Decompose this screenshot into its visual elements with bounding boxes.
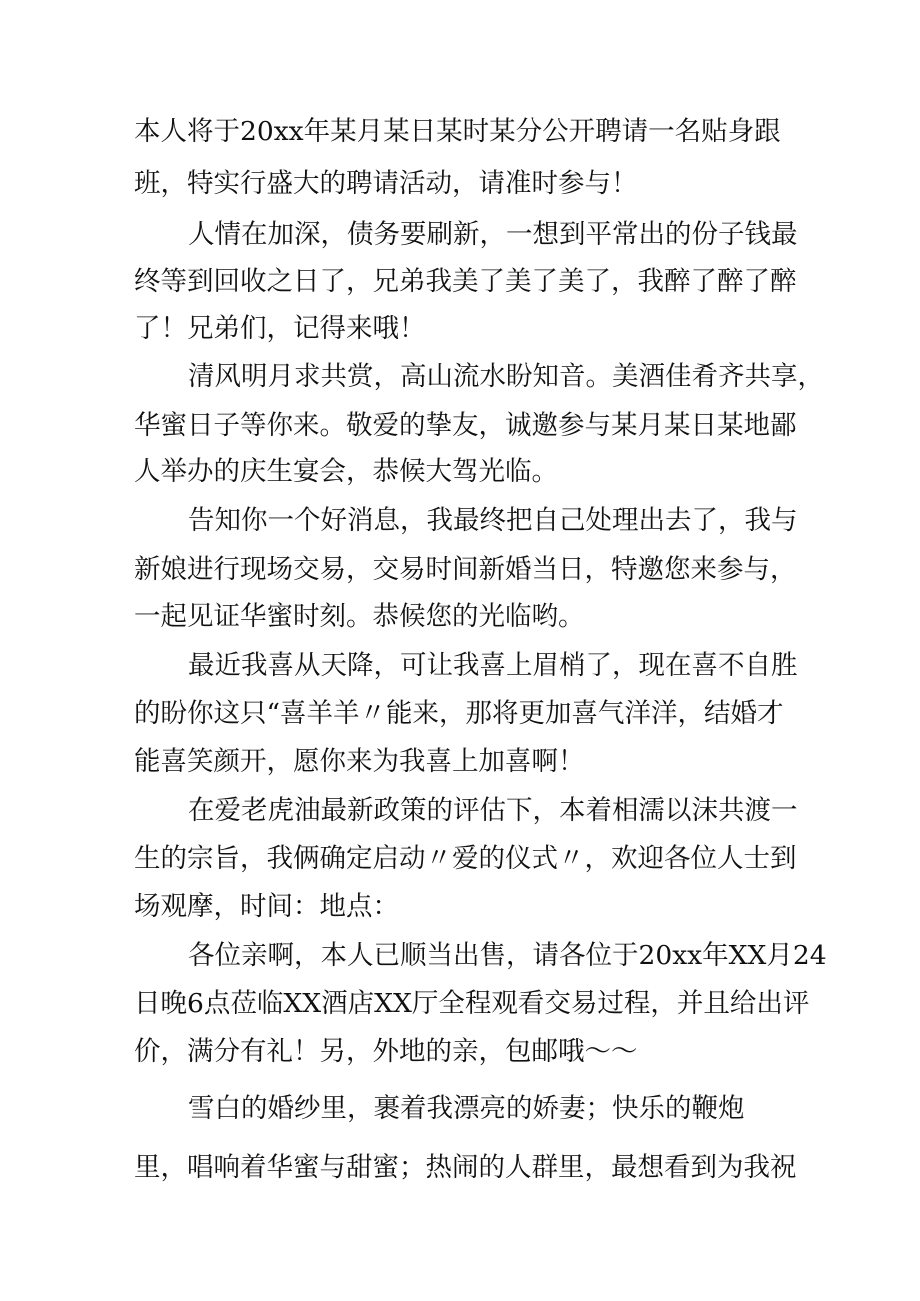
text-line: 场观摩，时间：地点：	[134, 891, 399, 922]
text-line: 里，唱响着华蜜与甜蜜；热闹的人群里，最想看到为我祝	[134, 1152, 797, 1183]
text-line: 一起见证华蜜时刻。恭候您的光临哟。	[134, 601, 585, 632]
text-line: 的盼你这只“喜羊羊〃能来，那将更加喜气洋洋，结婚才	[134, 698, 784, 729]
text-line: 在爱老虎油最新政策的评估下，本着相濡以沫共渡一	[188, 795, 798, 826]
text-line: 雪白的婚纱里，裹着我漂亮的娇妻；快乐的鞭炮	[188, 1093, 745, 1124]
text-line: 终等到回收之日了，兄弟我美了美了美了，我醉了醉了醉	[134, 266, 797, 297]
text-line: 了！兄弟们，记得来哦！	[134, 313, 426, 344]
text-line: 能喜笑颜开，愿你来为我喜上加喜啊！	[134, 746, 585, 777]
text-line: 日晚6点莅临XX酒店XX厅全程观看交易过程，并且给出评	[134, 988, 810, 1019]
text-line: 人情在加深，债务要刷新，一想到平常出的份子钱最	[188, 219, 798, 250]
text-line: 班，特实行盛大的聘请活动，请准时参与！	[134, 168, 638, 199]
text-line: 新娘进行现场交易，交易时间新婚当日，特邀您来参与，	[134, 554, 797, 585]
text-line: 价，满分有礼！另，外地的亲，包邮哦～～	[134, 1036, 638, 1067]
text-line: 各位亲啊，本人已顺当出售，请各位于20xx年XX月24	[188, 940, 827, 971]
text-line: 最近我喜从天降，可让我喜上眉梢了，现在喜不自胜	[188, 650, 798, 681]
text-line: 人举办的庆生宴会，恭候大驾光临。	[134, 456, 558, 487]
text-line: 告知你一个好消息，我最终把自己处理出去了，我与	[188, 505, 798, 536]
text-line: 本人将于20xx年某月某日某时某分公开聘请一名贴身跟	[134, 116, 781, 147]
text-line: 清风明月求共赏，高山流水盼知音。美酒佳肴齐共享，	[188, 361, 824, 392]
text-line: 生的宗旨，我俩确定启动〃爱的仪式〃，欢迎各位人士到	[134, 843, 797, 874]
text-line: 华蜜日子等你来。敬爱的挚友，诚邀参与某月某日某地鄙	[134, 410, 797, 441]
